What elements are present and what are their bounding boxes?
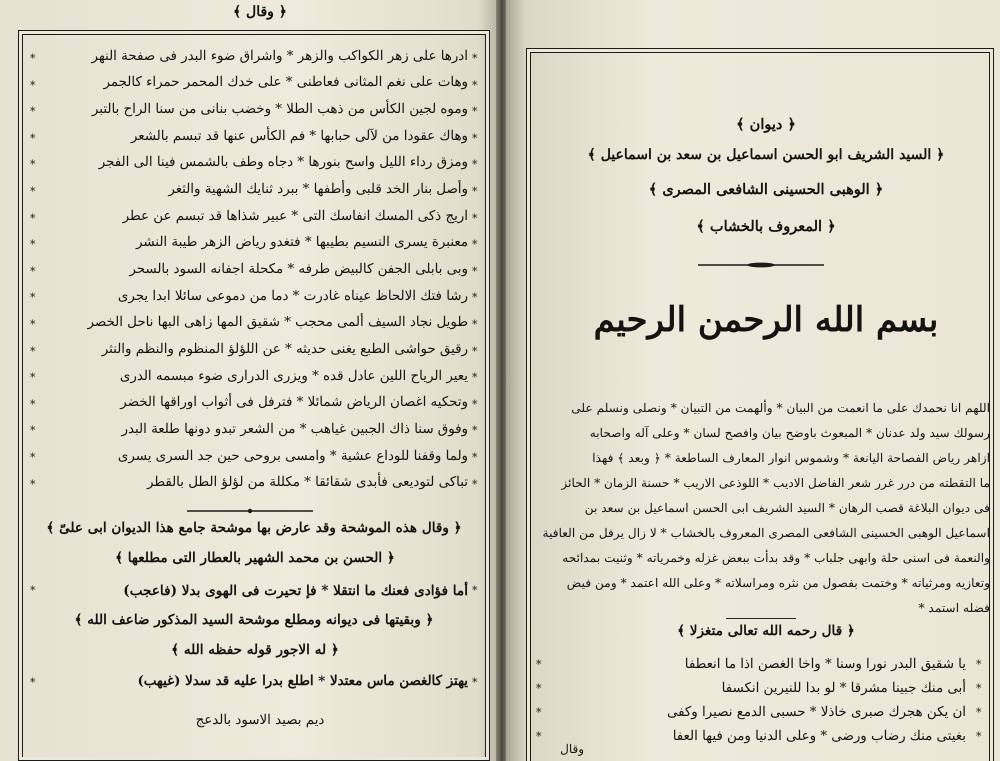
margin-star: * [30,451,36,464]
poem-line: أبى منك جبينا مشرقا * لو بدا للنيرين انكسفا [721,681,966,696]
margin-star: * [30,318,36,331]
margin-star: * [30,185,36,198]
margin-star: * [472,78,478,92]
margin-star: * [472,344,478,358]
margin-star: * [472,52,478,65]
poem-line: ان يكن هجرك صبرى خاذلا * حسبى الدمع نصيرا وكفى [666,705,966,720]
verse-line: ومزق رداء الليل واسح بنورها * دجاه وطف بالشمس فينا الى الفجر [98,155,468,170]
margin-star: * [472,185,478,198]
margin-star: * [30,78,36,92]
verse-line: وأصل بنار الخد قلبى وأطفها * ببرد ثنايك الشهية والثغر [168,182,468,197]
verse-line: وهاك عقودا من لآلى حبابها * فم الكأس عنها قد تبسم بالشعر [130,129,468,144]
margin-star: * [472,238,478,252]
margin-star: * [976,706,982,719]
margin-star: * [30,158,36,172]
margin-star: * [30,211,36,225]
prose-line: رسولك سيد ولد عدنان * المبعوث باوضح بيان وافصح لسان * وعلى آله واصحابه [589,426,990,440]
margin-star: * [472,477,478,491]
basmala: بسم الله الرحمن الرحيم [593,300,939,340]
left-top-header: ﴿ وقال ﴾ [232,4,288,20]
margin-star: * [30,397,36,411]
margin-star: * [30,584,36,597]
margin-star: * [30,291,36,305]
verse-line: ولما وقفنا للوداع عشية * وامسى بروحى حين جد السرى يسرى [117,449,468,464]
prose-line: فى ديوان البلاغة قصب الرهان * السيد الشريف ابى الحسن اسماعيل بن سعد بن [584,501,990,515]
prose-line: ازاهر رياض الفصاحة اليانعة * وشموس انوار المعارف الساطعة * ﴿ وبعد ﴾ فهذا [592,451,990,465]
left-matla: أما فؤادى فعنك ما انتقلا * فإ تحيرت فى الهوى بدلا (فاعجب) [123,583,468,599]
left-subhead-2: ﴿ الحسن بن محمد الشهير بالعطار التى مطلعها ﴾ [115,550,395,566]
ornament-divider [696,262,826,268]
verse-line: ادرها على زهر الكواكب والزهر * واشراق ضوء البدر فى صفحة النهر [91,49,468,64]
prose-line: فضله استمد * [918,601,990,615]
prose-line: وتعازيه ومرثياته * وختمت بفصول من نثره ومراسلاته * وعلى الله اعتمد * ومن فيض [566,576,990,590]
poem-line: بغيتى منك رضاب ورضى * وعلى الدنيا ومن فيها العفا [672,729,966,744]
verse-line: معنبرة يسرى النسيم بطيبها * فتغدو رياض الزهر طيبة النشر [135,235,468,250]
left-last-line: ديم بصيد الاسود بالدعج [195,713,325,728]
margin-star: * [472,451,478,464]
margin-star: * [536,730,542,743]
margin-star: * [30,477,36,491]
verse-line: رقيق حواشى الطبع يغنى حديثه * عن اللؤلؤ المنظوم والنظم والنثر [101,342,468,357]
right-name-1: ﴿ السيد الشريف ابو الحسن اسماعيل بن سعد بن اسماعيل ﴾ [587,147,945,163]
verse-line: طويل نجاد السيف ألمى محجب * شقيق المها زاهى البها ناحل الخصر [87,315,468,330]
margin-star: * [30,105,36,119]
margin-star: * [30,424,36,438]
margin-star: * [976,658,982,671]
margin-star: * [536,658,542,671]
margin-star: * [30,131,36,145]
margin-star: * [472,424,478,438]
prose-line: اسماعيل الوهبى الحسينى الشافعى المصرى المعروف بالخشاب * لا زال يرفل من العافية [542,526,990,540]
margin-star: * [536,706,542,719]
verse-line: يعير الرياح اللين عادل قده * ويزرى الدرارى ضوء مبسمه الدرى [119,369,468,384]
verse-line: وموه لجين الكأس من ذهب الطلا * وخضب بنانى من سنا الراح بالتبر [91,102,468,117]
verse-line: تباكى لتوديعى فأبدى شقائقا * مكللة من لؤلؤ الطل بالقطر [146,475,468,490]
poem-header: ﴿ قال رحمه الله تعالى متغزلا ﴾ [677,623,855,639]
verse-line: وهات على نغم المثانى فعاطنى * على خدك المحمر حمراء كالجمر [103,75,468,90]
margin-star: * [472,291,478,305]
margin-star: * [536,682,542,695]
verse-line: وبى بابلى الجفن كالبيض طرفه * مكحلة اجفانه السود بالسحر [129,262,468,277]
verse-line: اريج ذكى المسك انفاسك التى * عبير شذاها قد تبسم عن عطر [122,209,468,224]
right-page [506,0,1000,761]
verse-line: رشا فتك الالحاظ عيناه غادرت * دما من دموعى سائلا ابدا يجرى [117,289,468,304]
right-name-2: ﴿ الوهبى الحسينى الشافعى المصرى ﴾ [648,181,884,198]
verse-line: وتحكيه اغصان الرياض شمائلا * فترفل فى أثواب اوراقها الخضر [120,395,468,410]
margin-star: * [472,211,478,225]
margin-star: * [472,318,478,331]
margin-star: * [30,676,36,689]
margin-star: * [472,105,478,119]
ornament-divider [185,508,315,514]
margin-star: * [472,158,478,172]
prose-line: اللهم انا نحمدك على ما انعمت من البيان * وألهمت من التبيان * ونصلى ونسلم على [571,401,990,415]
prose-line: ما التقطته من درر غرر شعر الفاضل الاديب * اللوذعى الاريب * حسنة الزمان * الحائز [561,476,990,490]
margin-star: * [976,730,982,743]
margin-star: * [472,371,478,385]
margin-star: * [472,397,478,411]
verse-line: وفوق سنا ذاك الجبين غياهب * من الشعر تبدو دونها طلعة البدر [121,422,468,437]
right-name-3: ﴿ المعروف بالخشاب ﴾ [696,218,836,235]
margin-star: * [472,584,478,597]
margin-star: * [472,131,478,145]
margin-star: * [30,238,36,252]
margin-star: * [472,676,478,689]
poem-line: يا شقيق البدر نورا وسنا * واخا الغصن اذا ما انعطفا [684,657,966,672]
catchword: وقال [560,742,584,756]
right-title: ﴿ ديوان ﴾ [736,116,796,133]
prose-line: والنعمة فى اسنى حلة وابهى جلباب * وقد بدأت ببعض غزله وخمرياته * وثنيت بمدائحه [562,551,990,565]
margin-star: * [472,264,478,278]
left-matla-2: يهتز كالغصن ماس معتدلا * اطلع بدرا عليه قد سدلا (غيهب) [137,673,468,689]
left-subhead-3: ﴿ وبقيتها فى ديوانه ومطلع موشحة السيد المذكور ضاعف الله ﴾ [74,612,434,628]
left-subhead-1: ﴿ وقال هذه الموشحة وقد عارض بها موشحة جامع هذا الديوان ابى علىّ ﴾ [46,520,462,536]
margin-star: * [30,371,36,385]
margin-star: * [30,52,36,65]
left-page [0,0,498,761]
left-subhead-4: ﴿ له الاجور قوله حفظه الله ﴾ [171,642,339,658]
margin-star: * [30,264,36,278]
margin-star: * [976,682,982,695]
divider-rule [726,618,796,619]
margin-star: * [30,344,36,358]
